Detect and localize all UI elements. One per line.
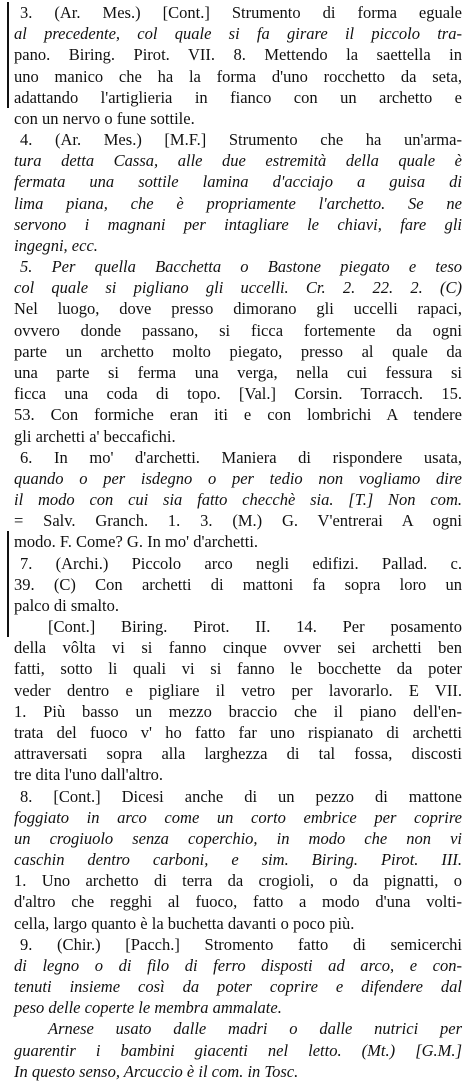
entry-line: trata del fuoco v' ho fatto far uno rispianato di archetti — [14, 723, 462, 742]
margin-rule — [7, 531, 9, 637]
entry-line: 4. (Ar. Mes.) [M.F.] Strumento che ha un'arma- — [20, 130, 462, 150]
entry-line: 39. (C) Con archetti di mattoni fa sopra loro un — [14, 574, 462, 594]
entry-line: peso delle coperte le membra ammalate. — [14, 998, 282, 1018]
entry-line: gli archetti a' beccafichi. — [14, 426, 176, 446]
entry-line: 8. [Cont.] Dicesi anche di un pezzo di mattone — [20, 786, 462, 806]
entry-line: 6. In mo' d'archetti. Maniera di rispondere usata, — [20, 447, 462, 467]
entry-line: al precedente, col quale si fa girare il piccolo tra- — [14, 24, 462, 44]
entry-line: [Cont.] Biring. Pirot. II. 14. Per posamento — [48, 617, 462, 637]
entry-line: di legno o di filo di ferro disposti ad arco, e con- — [14, 955, 462, 975]
entry-line: foggiato in arco come un corto embrice per coprire — [14, 807, 462, 827]
entry-line: tenuti insieme così da poter coprire e difendere dal — [14, 977, 462, 997]
entry-line: d'altro che regghi al fuoco, fatto a modo d'una volti- — [14, 892, 462, 912]
entry-line: 1. Più basso un mezzo braccio che il piano dell'en- — [14, 701, 462, 721]
entry-line: pano. Biring. Pirot. VII. 8. Mettendo la saettella in — [14, 45, 462, 65]
entry-line: 1. Uno archetto di terra da crogioli, o da pignatti, o — [14, 871, 462, 891]
entry-line: una parte si ferma una verga, nella cui fessura si — [14, 363, 462, 382]
entry-line: servono i magnani per intagliare le chiavi, fare gli — [14, 214, 462, 234]
entry-line: Nel luogo, dove presso dimorano gli uccelli rapaci, — [14, 299, 462, 319]
margin-rule — [7, 2, 9, 108]
entry-line: 7. (Archi.) Piccolo arco negli edifizi. Pallad. c. — [20, 553, 462, 573]
entry-line: un crogiuolo senza coperchio, in modo che non vi — [14, 828, 462, 848]
entry-line: 5. Per quella Bacchetta o Bastone piegato e teso — [20, 257, 462, 277]
entry-line: 9. (Chir.) [Pacch.] Stromento fatto di semicerchi — [20, 934, 462, 954]
entry-line: cella, largo quanto è la buchetta davanti o poco più. — [14, 913, 355, 933]
entry-line: = Salv. Granch. 1. 3. (M.) G. V'entrerai A ogni — [14, 511, 462, 531]
entry-line: modo. F. Come? G. In mo' d'archetti. — [14, 532, 259, 552]
entry-line: parte un archetto molto piegato, presso al quale da — [14, 341, 462, 361]
entry-line: 53. Con formiche eran iti e con lombrichi A tendere — [14, 405, 462, 425]
entry-line: fermata una sottile lamina d'acciajo a guisa di — [14, 172, 462, 192]
entry-line: ficca una coda di topo. [Val.] Corsin. Torracch. 15. — [14, 384, 462, 404]
entry-line: della vôlta vi si fanno cinque ovver sei archetti ben — [14, 638, 462, 658]
entry-line: con un nervo o fune sottile. — [14, 108, 195, 128]
entry-line: il modo con cui sia fatto checchè sia. [T.] Non com. — [14, 490, 462, 510]
entry-line: lima piana, che è propriamente l'archetto. Se ne — [14, 193, 462, 213]
entry-line: In questo senso, Arcuccio è il com. in Tosc. — [14, 1061, 299, 1081]
entry-line: quando o per isdegno o per tedio non vogliamo dire — [14, 468, 462, 488]
entry-line: Arnese usato dalle madri o dalle nutrici per — [48, 1019, 462, 1039]
entry-line: adattando l'artiglieria in fianco con un archetto e — [14, 87, 462, 107]
entry-line: ingegni, ecc. — [14, 235, 98, 255]
entry-line: tre dita l'uno dall'altro. — [14, 765, 164, 785]
entry-line: col quale si pigliano gli uccelli. Cr. 2. 22. 2. (C) — [14, 278, 462, 298]
entry-line: veder dentro e pigliare il vetro per lavorarlo. E VII. — [14, 680, 462, 700]
entry-line: fatti, sotto li quali vi si fanno le bocchette da poter — [14, 659, 462, 679]
entry-line: caschin dentro carboni, e sim. Biring. Pirot. III. — [14, 850, 462, 870]
entry-line: uno manico che ha la forma d'uno rocchetto da seta, — [14, 66, 462, 86]
entry-line: 3. (Ar. Mes.) [Cont.] Strumento di forma eguale — [20, 3, 462, 22]
entry-line: ovvero donde passano, si ficca fortemente da ogni — [14, 320, 462, 340]
entry-line: attraversati sopra alla larghezza di tal fossa, discosti — [14, 744, 462, 764]
entry-line: guarentir i bambini giacenti nel letto. (Mt.) [G.M.] — [14, 1040, 462, 1060]
entry-line: palco di smalto. — [14, 595, 120, 615]
entry-line: tura detta Cassa, alle due estremità della quale è — [14, 151, 462, 171]
